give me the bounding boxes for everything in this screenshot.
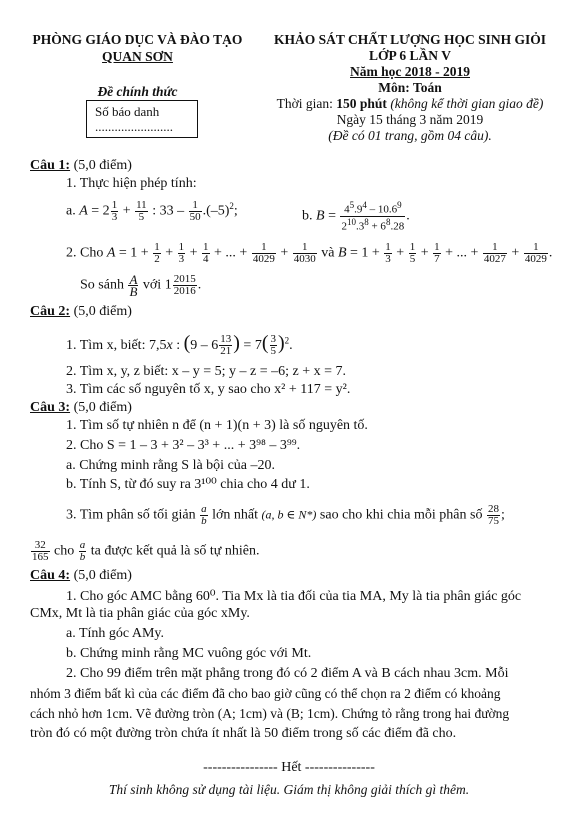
candidate-number-label: Số báo danh <box>95 104 160 119</box>
q2-heading <box>30 304 132 320</box>
q4-p1a: a. Tính góc AMy. <box>66 626 164 641</box>
exam-title: KHẢO SÁT CHẤT LƯỢNG HỌC SINH GIỎI <box>273 32 547 47</box>
candidate-number-dots: ........................ <box>95 119 173 134</box>
q4-p2-line1: 2. Cho 99 điểm trên mặt phẳng trong đó có 2 điểm A và B cách nhau 3cm. Mỗi <box>66 666 509 681</box>
frac-11-5: $\frac{11}{5}$ <box>136 199 147 223</box>
q4-p1b: b. Chứng minh rằng MC vuông góc với Mt. <box>66 646 312 661</box>
q1-part2: 2. Cho A = 1 + $\frac{1}{2}$ + $\frac{1}{3}$ + $\frac{1}{4}$ + ... + $\frac{1}{4029}$ + $\frac{1}{4030}$ và B = 1 + $\frac{1}{3}$ + $\frac{1}{5}$ + $\frac{1}{7}$ + ... + $\frac{1}{4027}$ + $\frac{1}{4029}$ . <box>66 241 553 265</box>
q3-part3: 3. Tìm phân số tối giản $\frac{a}{b}$ lớn nhất (a, b ∈ N*) sao cho khi chia mỗi phân số $\frac{28}{75}$ ; <box>66 503 505 527</box>
q3-part2: 2. Cho S = 1 – 3 + 3² – 3³ + ... + 3⁹⁸ – 3⁹⁹. <box>66 438 301 453</box>
q1-points: (5,0 điểm) <box>70 158 132 173</box>
q4-p1-line1: 1. Cho góc AMC bằng 60⁰. Tia Mx là tia đối của tia MA, My là tia phân giác góc <box>66 589 522 604</box>
exam-grade: LỚP 6 LẦN V <box>369 48 451 63</box>
q4-p2-line2: nhóm 3 điểm bất kì của các điểm đã cho bao giờ cũng có thể chọn ra 2 điểm có khoảng <box>30 686 501 701</box>
q1-with: với <box>142 277 162 293</box>
exam-time-italic: (không kể thời gian giao đề) <box>386 96 544 111</box>
q1-heading <box>30 158 132 174</box>
q1-p2-prefix: 2. Cho <box>66 245 104 261</box>
q1-compare-prefix: So sánh <box>80 277 124 293</box>
q3-p3-prefix: 3. Tìm phân số tối giản <box>66 507 196 523</box>
q4-p2-line4: tròn đó có một đường tròn chứa ít nhất là 50 điểm trong số các điểm đã cho. <box>30 726 457 741</box>
q1-b: b. B = $\frac{4^5.9^4 - 10.6^9}{2^{10}.3^8 + 6^8.28}$ . <box>302 200 410 233</box>
q4-p1-line2: CMx, Mt là tia phân giác của góc xMy. <box>30 606 250 621</box>
district-name <box>30 49 245 65</box>
exam-date: Ngày 15 tháng 3 năm 2019 <box>336 112 484 127</box>
q1-a-expr: A <box>79 203 88 219</box>
q2-title: Câu 2: <box>30 304 71 319</box>
q3-part2a: a. Chứng minh rằng S là bội của –20. <box>66 458 276 473</box>
q2-part3: 3. Tìm các số nguyên tố x, y sao cho x² + 117 = y². <box>66 382 351 397</box>
frac-1-3: $\frac{1}{3}$ <box>111 199 118 223</box>
q1-and: và <box>321 245 335 261</box>
q1-title: Câu 1: <box>30 158 71 173</box>
q3-part1: 1. Tìm số tự nhiên n để (n + 1)(n + 3) là số nguyên tố. <box>66 418 368 433</box>
q3-p3-end: ta được kết quả là số tự nhiên. <box>90 543 260 559</box>
exam-year <box>262 64 558 80</box>
footer-note: Thí sinh không sử dụng tài liệu. Giám thị không giải thích gì thêm. <box>108 782 470 797</box>
q3-points: (5,0 điểm) <box>70 400 132 415</box>
q1-a-label: a. <box>66 203 76 219</box>
q4-points: (5,0 điểm) <box>70 568 132 583</box>
q3-p3-mid: lớn nhất <box>212 507 259 523</box>
department-name: PHÒNG GIÁO DỤC VÀ ĐÀO TẠO <box>32 32 243 47</box>
q3-title: Câu 3: <box>30 400 71 415</box>
q2-part1: 1. Tìm x, biết: 7,5x : (9 – 6 $\frac{13}{21}$ ) = 7( $\frac{3}{5}$ )$^2$. <box>66 332 293 358</box>
q3-p3-cond: (a, b ∈ N*) <box>261 507 317 522</box>
q2-points: (5,0 điểm) <box>70 304 132 319</box>
exam-time-bold: 150 phút <box>336 96 387 111</box>
exam-time-prefix: Thời gian: <box>276 96 337 111</box>
q1-compare: So sánh $\frac{A}{B}$ với 1 $\frac{2015}{2016}$ . <box>80 272 202 299</box>
q1-a: a. A = 2 $\frac{1}{3}$ + $\frac{11}{5}$ : 33 – $\frac{1}{50}$ $.(-5)^2$; <box>66 199 238 223</box>
exam-subject: Môn: Toán <box>378 80 442 95</box>
q2-part2: 2. Tìm x, y, z biết: x – y = 5; y – z = –6; z + x = 7. <box>66 364 347 379</box>
district-name-text: QUAN SƠN <box>102 49 173 64</box>
frac-1-50: $\frac{1}{50}$ <box>189 199 201 223</box>
end-marker: ---------------- Hết --------------- <box>203 760 375 775</box>
q3-heading <box>30 400 132 416</box>
q4-title: Câu 4: <box>30 568 71 583</box>
exam-time <box>250 96 570 112</box>
q3-part3-cont: $\frac{32}{165}$ cho $\frac{a}{b}$ ta được kết quả là số tự nhiên. <box>32 539 260 563</box>
q4-heading <box>30 568 132 584</box>
q3-part2b: b. Tính S, từ đó suy ra 3¹⁰⁰ chia cho 4 dư 1. <box>66 477 310 492</box>
q3-p3-suffix: sao cho khi chia mỗi phân số <box>319 507 483 523</box>
q4-p2-line3: cách nhỏ hơn 1cm. Vẽ đường tròn (A; 1cm) và (B; 1cm). Chứng tỏ rằng trong hai đường <box>30 706 510 721</box>
q1-b-label: b. <box>302 208 313 224</box>
q1-part1: 1. Thực hiện phép tính: <box>66 176 197 191</box>
candidate-number-box <box>86 100 198 138</box>
q2-p1-prefix: 1. Tìm x, biết: <box>66 338 146 353</box>
q3-for: cho <box>54 543 75 559</box>
frac-b: $\frac{4^5.9^4 - 10.6^9}{2^{10}.3^8 + 6^8.28}$ <box>341 200 405 233</box>
official-label: Đề chính thức <box>97 84 178 99</box>
pages-note: (Đề có 01 trang, gồm 04 câu). <box>328 128 492 143</box>
exam-year-text: Năm học 2018 - 2019 <box>350 64 470 79</box>
